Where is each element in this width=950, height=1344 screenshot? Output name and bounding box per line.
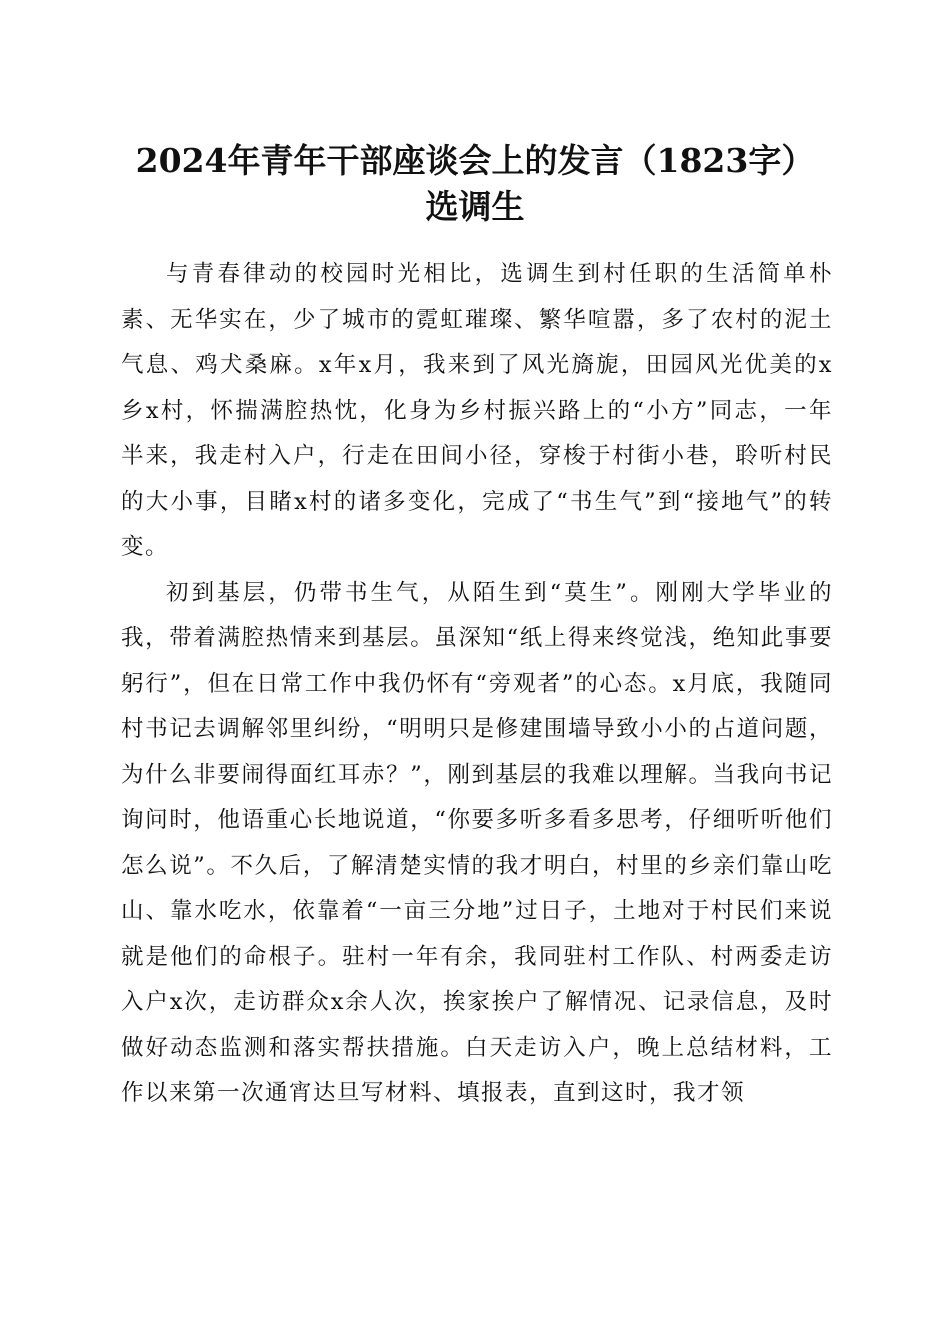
paragraph-2: 初到基层，仍带书生气，从陌生到“莫生”。刚刚大学毕业的我，带着满腔热情来到基层。虽深知“纸上得来终觉浅，绝知此事要躬行”，但在日常工作中我仍怀有“旁观者”的心态。x月底，我随同村书记去调解邻里纠纷，“明明只是修建围墙导致小小的占道问题，为什么非要闹得面红耳赤？”，刚到基层的我难以理解。当我向书记询问时，他语重心长地说道，“你要多听多看多思考，仔细听听他们怎么说”。不久后，了解清楚实情的我才明白，村里的乡亲们靠山吃山、靠水吃水，依靠着“一亩三分地”过日子，土地对于村民们来说就是他们的命根子。驻村一年有余，我同驻村工作队、村两委走访入户x次，走访群众x余人次，挨家挨户了解情况、记录信息，及时做好动态监测和落实帮扶措施。白天走访入户，晚上总结材料，工作以来第一次通宵达旦写材料、填报表，直到这时，我才领 xyxy=(121,579,833,1106)
document-body xyxy=(121,252,833,1117)
document-title: 2024年青年干部座谈会上的发言（1823字） xyxy=(135,141,815,180)
paragraph-1: 与青春律动的校园时光相比，选调生到村任职的生活简单朴素、无华实在，少了城市的霓虹璀璨、繁华喧嚣，多了农村的泥土气息、鸡犬桑麻。x年x月，我来到了风光旖旎，田园风光优美的x乡x村，怀揣满腔热忱，化身为乡村振兴路上的“小方”同志，一年半来，我走村入户，行走在田间小径，穿梭于村街小巷，聆听村民的大小事，目睹x村的诸多变化，完成了“书生气”到“接地气”的转变。 xyxy=(121,261,833,560)
document-subtitle: 选调生 xyxy=(425,187,525,226)
